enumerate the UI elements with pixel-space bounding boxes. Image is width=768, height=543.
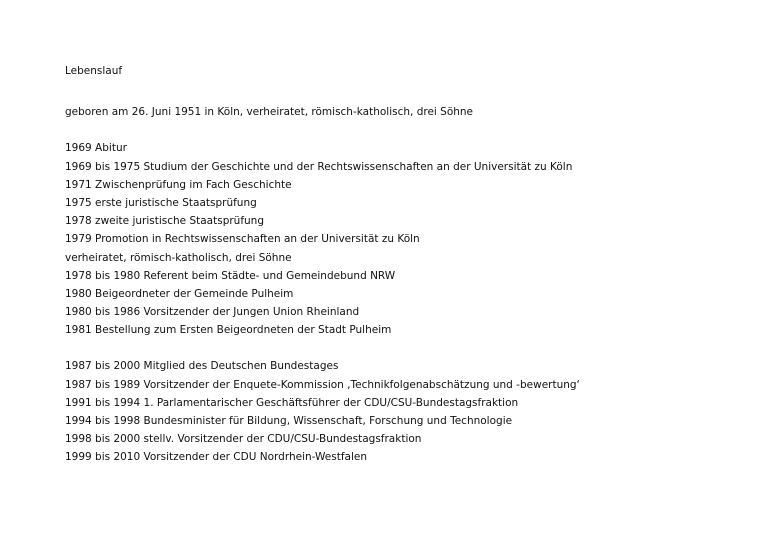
timeline-entry: 1978 zweite juristische Staatsprüfung [65, 215, 265, 228]
spacer [65, 121, 745, 139]
timeline-entry: 1994 bis 1998 Bundesminister für Bildung, Wissenschaft, Forschung und Technologie [65, 415, 513, 427]
timeline-entry: 1978 bis 1980 Referent beim Städte- und Gemeindebund NRW [65, 269, 396, 282]
timeline-entry: 1991 bis 1994 1. Parlamentarischer Geschäftsführer der CDU/CSU-Bundestagsfraktion [65, 396, 519, 409]
timeline-entry: 1981 Bestellung zum Ersten Beigeordneten der Stadt Pulheim [65, 324, 392, 337]
spacer [65, 339, 745, 357]
timeline-entry: 1971 Zwischenprüfung im Fach Geschichte [65, 178, 292, 191]
timeline-entry: 1969 bis 1975 Studium der Geschichte und der Rechtswissenschaften an der Universität zu Köln [65, 160, 573, 173]
timeline-entry: 1979 Promotion in Rechtswissenschaften an der Universität zu Köln [65, 233, 420, 246]
timeline-entry: verheiratet, römisch-katholisch, drei Söhne [65, 251, 292, 264]
timeline-entry: 1987 bis 2000 Mitglied des Deutschen Bundestages [65, 360, 339, 373]
timeline-entry: 1980 Beigeordneter der Gemeinde Pulheim [65, 287, 294, 300]
timeline-entry: 1980 bis 1986 Vorsitzender der Jungen Union Rheinland [65, 306, 360, 319]
timeline-entry: 1975 erste juristische Staatsprüfung [65, 196, 257, 209]
spacer [65, 80, 745, 103]
timeline-entry: 1999 bis 2010 Vorsitzender der CDU Nordrhein-Westfalen [65, 451, 367, 464]
timeline-entry: 1987 bis 1989 Vorsitzender der Enquete-Kommission ‚Technikfolgenabschätzung und -bewertung‘ [65, 378, 580, 391]
timeline-entry: 1998 bis 2000 stellv. Vorsitzender der CDU/CSU-Bundestagsfraktion [65, 433, 422, 446]
document-title: Lebenslauf [65, 65, 123, 77]
intro-line: geboren am 26. Juni 1951 in Köln, verheiratet, römisch-katholisch, drei Söhne [65, 106, 474, 119]
timeline-entry: 1969 Abitur [65, 142, 127, 155]
document-content [65, 62, 745, 467]
